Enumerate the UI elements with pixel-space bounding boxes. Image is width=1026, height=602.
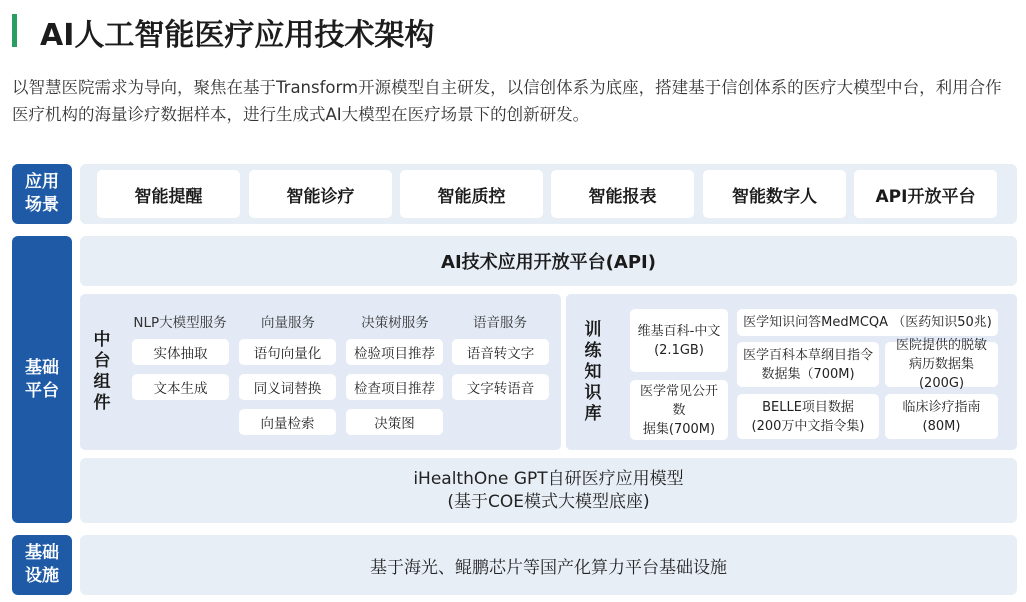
dataset-line: 临床诊疗指南 xyxy=(902,399,981,415)
layer-label-line: 基础 xyxy=(25,357,59,378)
layer-label-infrastructure xyxy=(12,535,72,595)
service-chip[interactable]: 检查项目推荐 xyxy=(346,374,443,400)
dataset-line: 据集(700M) xyxy=(642,421,716,437)
column-header-speech: 语音服务 xyxy=(473,315,527,331)
layer-label-application xyxy=(12,164,72,224)
dataset-line: 医学知识问答MedMCQA （医药知识50兆) xyxy=(743,315,992,330)
training-knowledge-label xyxy=(577,300,609,444)
scene-card-diagnosis[interactable]: 智能诊疗 xyxy=(249,170,392,218)
layer-label-line: 基础 xyxy=(25,543,59,563)
scene-card-quality-control[interactable]: 智能质控 xyxy=(400,170,543,218)
dataset-line: 维基百科-中文 xyxy=(637,323,721,339)
api-platform-title: AI技术应用开放平台(API) xyxy=(80,236,1017,286)
column-header-nlp: NLP大模型服务 xyxy=(133,315,227,331)
scene-card-report[interactable]: 智能报表 xyxy=(551,170,694,218)
dataset-card-medical-public[interactable] xyxy=(630,380,728,440)
column-header-decision-tree: 决策树服务 xyxy=(361,315,429,331)
dataset-line: BELLE项目数据 xyxy=(762,399,854,415)
middle-components-label xyxy=(86,300,118,444)
service-chip[interactable]: 语音转文字 xyxy=(452,339,549,365)
layer-label-line: 平台 xyxy=(25,380,59,401)
service-chip[interactable]: 实体抽取 xyxy=(132,339,229,365)
service-chip[interactable]: 同义词替换 xyxy=(239,374,336,400)
service-chip[interactable]: 向量检索 xyxy=(239,409,336,435)
dataset-card-wikipedia[interactable] xyxy=(630,309,728,372)
infrastructure-panel: 基于海光、鲲鹏芯片等国产化算力平台基础设施 xyxy=(80,535,1017,595)
dataset-card-hospital-records[interactable] xyxy=(885,338,998,391)
model-panel xyxy=(80,458,1017,523)
dataset-card-clinical-guide[interactable] xyxy=(885,394,998,439)
dataset-line: 病历数据集(200G) xyxy=(908,357,974,391)
service-chip[interactable]: 语句向量化 xyxy=(239,339,336,365)
column-header-vector: 向量服务 xyxy=(261,315,315,331)
training-label-char: 知 xyxy=(584,361,602,382)
title-accent-bar xyxy=(12,14,17,47)
dataset-line: (200万中文指令集) xyxy=(751,418,865,434)
scene-card-api-platform[interactable]: API开放平台 xyxy=(854,170,997,218)
training-label-char: 库 xyxy=(584,403,602,424)
dataset-line: (80M) xyxy=(922,418,961,434)
layer-label-platform xyxy=(12,236,72,523)
scene-card-digital-human[interactable]: 智能数字人 xyxy=(703,170,846,218)
training-label-char: 识 xyxy=(584,382,602,403)
dataset-card-medmcqa[interactable] xyxy=(737,309,998,336)
dataset-line: (2.1GB) xyxy=(654,342,704,358)
dataset-line: 医学百科本草纲目指令 xyxy=(742,347,873,363)
middle-label-char: 件 xyxy=(93,393,111,413)
middle-label-char: 组 xyxy=(93,372,111,392)
layer-label-line: 设施 xyxy=(25,566,59,586)
layer-label-line: 应用 xyxy=(25,172,59,192)
page-title: AI人工智能医疗应用技术架构 xyxy=(40,18,435,53)
scene-card-reminder[interactable]: 智能提醒 xyxy=(97,170,240,218)
training-label-char: 练 xyxy=(584,340,602,361)
service-chip[interactable]: 文字转语音 xyxy=(452,374,549,400)
dataset-card-belle[interactable] xyxy=(737,394,879,439)
service-chip[interactable]: 决策图 xyxy=(346,409,443,435)
dataset-card-bencao[interactable] xyxy=(737,342,879,387)
service-chip[interactable]: 检验项目推荐 xyxy=(346,339,443,365)
training-label-char: 训 xyxy=(584,319,602,340)
layer-label-line: 场景 xyxy=(25,195,59,215)
dataset-line: 医院提供的脱敏 xyxy=(895,338,987,353)
dataset-line: 数据集（700M) xyxy=(761,366,855,382)
middle-label-char: 台 xyxy=(93,351,111,371)
dataset-line: 医学常见公开数 xyxy=(639,383,718,418)
service-chip[interactable]: 文本生成 xyxy=(132,374,229,400)
intro-paragraph: 以智慧医院需求为导向，聚焦在基于Transform开源模型自主研发，以信创体系为底座，搭建基于信创体系的医疗大模型中台，利用合作医疗机构的海量诊疗数据样本，进行生成式AI大模型在医疗场景下的创新研发。 xyxy=(12,78,1002,124)
middle-label-char: 中 xyxy=(93,330,111,350)
model-base: (基于COE模式大模型底座) xyxy=(447,491,650,512)
model-name: iHealthOne GPT自研医疗应用模型 xyxy=(413,468,684,489)
